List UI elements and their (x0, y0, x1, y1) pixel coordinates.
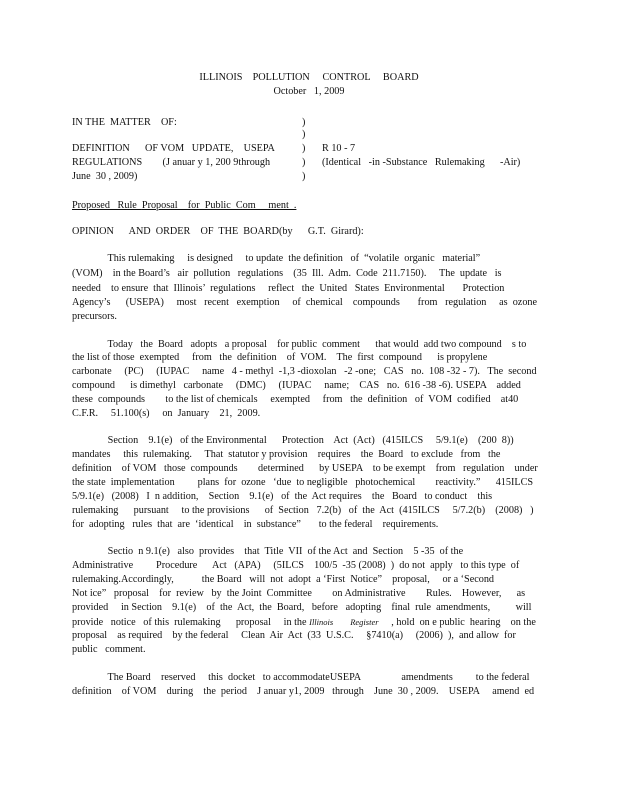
text-line: compound is dimethyl carbonate (DMC) (IUPAC name; CAS no. 616 -38 -6). USEPA added (72, 380, 521, 391)
caption-paren: ) (302, 143, 306, 154)
text-line: definition of VOM those compounds determined by USEPA to be exempt from regulation under (72, 463, 538, 474)
text-line: provide notice of this rulemaking proposal in the Illinois Register , hold on e public hearing on the (72, 617, 536, 628)
text-line: C.F.R. 51.100(s) on January 21, 2009. (72, 408, 261, 419)
caption-paren: ) (302, 129, 306, 140)
illinois-register-italic: Illinois Register (309, 617, 379, 627)
caption-paren: ) (302, 171, 306, 182)
text-line: the list of those exempted from the definition of VOM. The first compound is propylene (72, 352, 488, 363)
caption-paren: ) (302, 117, 306, 128)
text-line: provided in Section 9.1(e) of the Act, the Board, before adopting final rule amendments, will (72, 602, 532, 613)
text-line: the state implementation plans for ozone ‘due to negligible photochemical reactivity.” 415ILCS (72, 477, 534, 488)
text-line: definition of VOM during the period J anuar y1, 2009 through June 30 , 2009. USEPA amend ed (72, 686, 535, 697)
text-line: public comment. (72, 644, 146, 655)
caption-paren: ) (302, 157, 306, 168)
text-line: This rulemaking is designed to update the definition of “volatile organic material” (72, 253, 481, 264)
text-line: these compounds to the list of chemicals exempted from the definition of VOM codified at40 (72, 394, 519, 405)
text-line: Sectio n 9.1(e) also provides that Title VII of the Act and Section 5 -35 of the (72, 546, 464, 557)
text-line: Not ice” proposal for review by the Joint Committee on Administrative Rules. However, as (72, 588, 526, 599)
proposal-heading: Proposed Rule Proposal for Public Com ment . (72, 200, 297, 211)
docket-type: (Identical -in -Substance Rulemaking -Air) (322, 157, 521, 168)
text-line: Today the Board adopts a proposal for public comment that would add two compound s to (72, 339, 527, 350)
text-line: Section 9.1(e) of the Environmental Protection Act (Act) (415ILCS 5/9.1(e) (200 8)) (72, 435, 514, 446)
caption-title-line: DEFINITION OF VOM UPDATE, USEPA (72, 143, 275, 154)
caption-title-line: June 30 , 2009) (72, 171, 138, 182)
document-date: October 1, 2009 (273, 86, 345, 97)
text-line: 5/9.1(e) (2008) I n addition, Section 9.1(e) of the Act requires the Board to conduct this (72, 491, 493, 502)
text-line: carbonate (PC) (IUPAC name 4 - methyl -1,3 -dioxolan -2 -one; CAS no. 108 -32 - 7). The second (72, 366, 537, 377)
board-title: ILLINOIS POLLUTION CONTROL BOARD (199, 72, 419, 83)
docket-number: R 10 - 7 (322, 143, 356, 154)
text-line: mandates this rulemaking. That statutor y provision requires the Board to exclude from the (72, 449, 501, 460)
in-the-matter-label: IN THE MATTER OF: (72, 117, 177, 128)
text-line: Agency’s (USEPA) most recent exemption of chemical compounds from regulation as ozone (72, 297, 538, 308)
text-line: Administrative Procedure Act (APA) (5ILCS 100/5 -35 (2008) ) do not apply to this type of (72, 560, 520, 571)
text-line: proposal as required by the federal Clean Air Act (33 U.S.C. §7410(a) (2006) ), and allow for (72, 630, 516, 641)
text-line: needed to ensure that Illinois’ regulations reflect the United States Environmental Protection (72, 283, 505, 294)
text-line: (VOM) in the Board’s air pollution regulations (35 Ill. Adm. Code 211.7150). The update is (72, 268, 502, 279)
opinion-heading: OPINION AND ORDER OF THE BOARD(by G.T. Girard): (72, 226, 364, 237)
text-line: precursors. (72, 311, 117, 322)
text-line: for adopting rules that are ‘identical in substance” to the federal requirements. (72, 519, 439, 530)
text-line: rulemaking pursuant to the provisions of Section 7.2(b) of the Act (415ILCS 5/7.2(b) (2008) ) (72, 505, 534, 516)
text-line: The Board reserved this docket to accommodateUSEPA amendments to the federal (72, 672, 530, 683)
caption-title-line: REGULATIONS (J anuar y 1, 200 9through (72, 157, 271, 168)
text-line: rulemaking.Accordingly, the Board will not adopt a ‘First Notice” proposal, or a ‘Second (72, 574, 495, 585)
